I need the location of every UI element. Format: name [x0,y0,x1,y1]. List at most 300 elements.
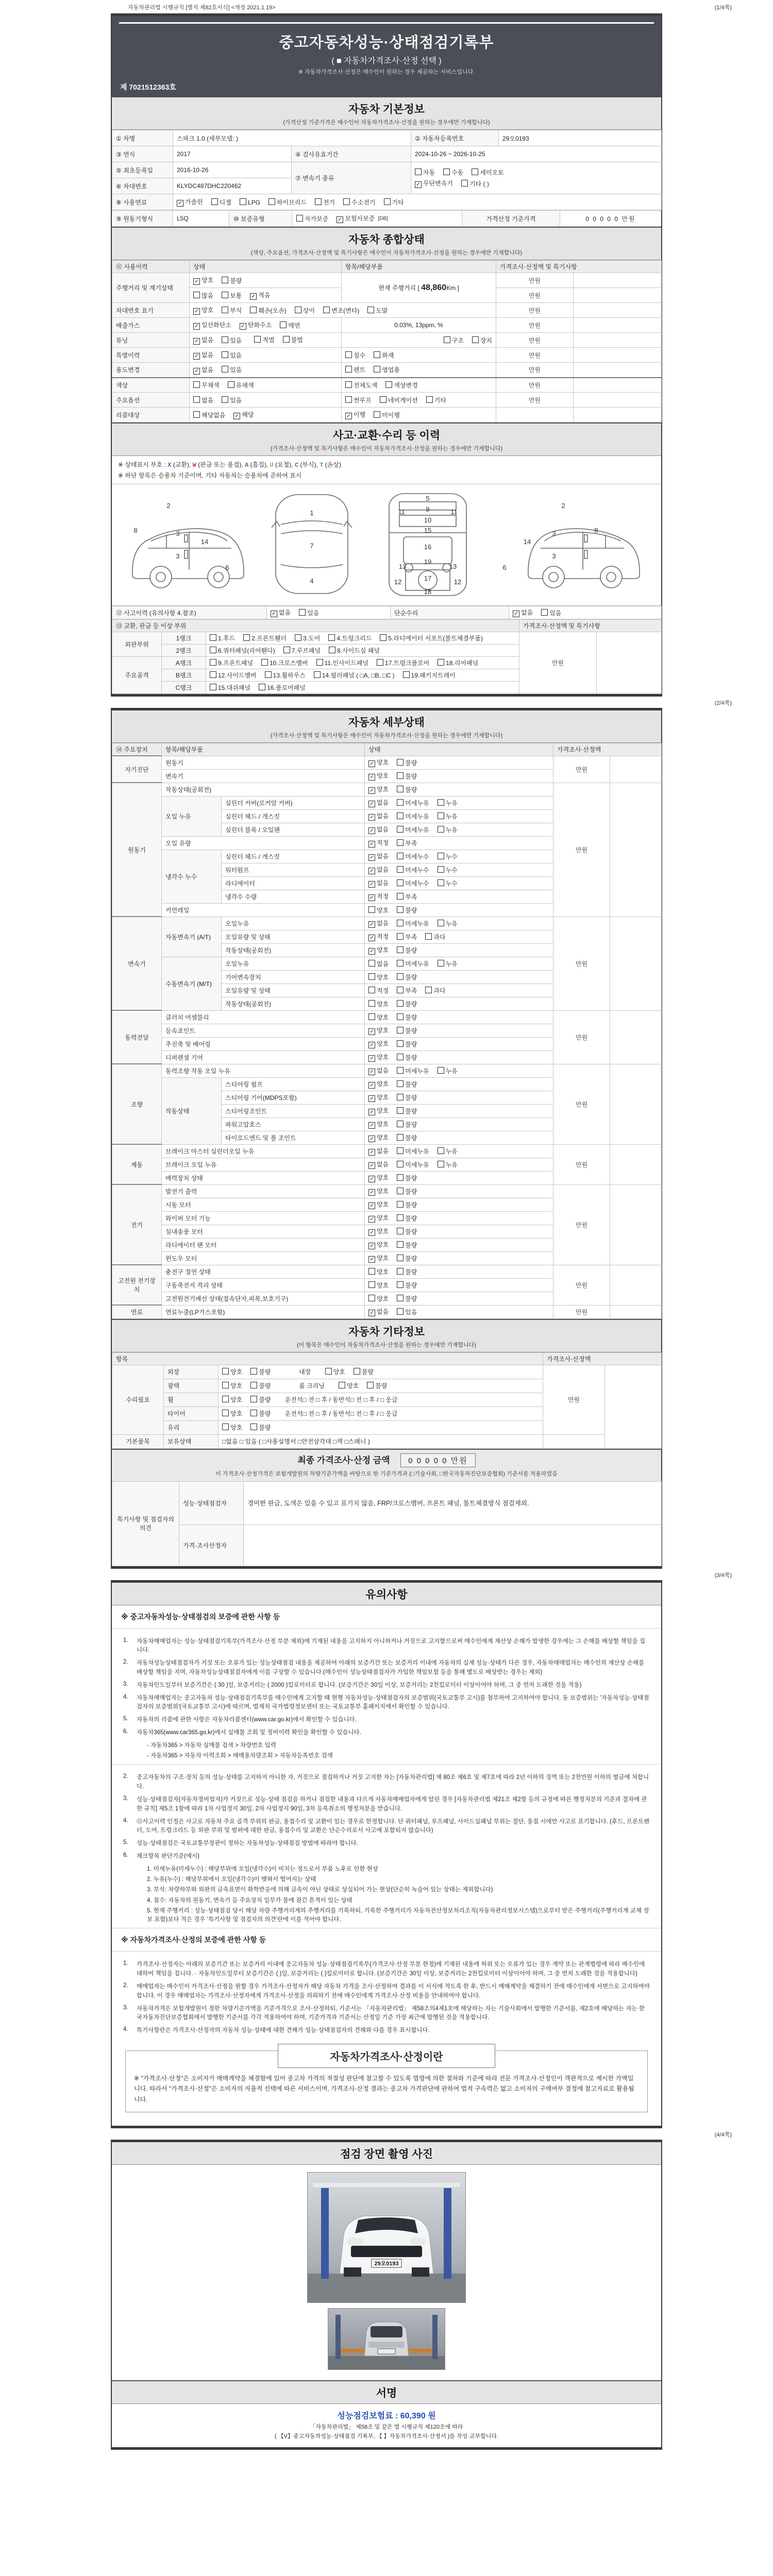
checkbox-option[interactable] [240,320,272,330]
checkbox[interactable] [380,634,386,641]
checkbox[interactable] [250,1423,257,1430]
checkbox-option[interactable] [343,198,375,207]
checkbox[interactable] [397,826,404,833]
checkbox[interactable] [296,215,303,222]
checkbox-option[interactable] [425,933,445,941]
checkbox[interactable] [368,906,375,913]
checkbox[interactable] [368,1013,375,1020]
checkbox-option[interactable] [328,634,372,642]
checkbox[interactable] [438,1161,444,1167]
checkbox-option[interactable] [397,785,417,794]
checkbox[interactable] [397,1281,404,1288]
checkbox[interactable] [397,1107,404,1114]
checkbox-option[interactable] [397,799,429,807]
checkbox[interactable]: ✓ [368,1082,375,1089]
checkbox-option[interactable] [443,168,463,177]
checkbox[interactable] [367,307,374,313]
checkbox[interactable] [397,1255,404,1261]
checkbox[interactable] [444,336,450,343]
checkbox[interactable]: ✓ [368,814,375,821]
checkbox-option[interactable] [345,365,365,374]
checkbox-option[interactable] [397,1013,417,1022]
checkbox-option[interactable] [397,1227,417,1236]
checkbox-option[interactable] [268,198,307,207]
checkbox-option[interactable] [397,959,429,968]
checkbox-option[interactable] [368,771,389,781]
checkbox-option[interactable] [438,1160,458,1169]
checkbox-option[interactable] [368,1039,389,1048]
checkbox-option[interactable] [397,1241,417,1249]
checkbox-option[interactable] [397,999,417,1008]
checkbox-option[interactable] [368,1281,389,1290]
checkbox[interactable]: ✓ [193,368,200,375]
checkbox[interactable] [541,609,548,616]
checkbox[interactable]: ✓ [368,1202,375,1209]
checkbox[interactable]: ✓ [368,774,375,781]
checkbox[interactable] [397,973,404,980]
checkbox[interactable] [385,381,392,388]
checkbox-option[interactable] [438,919,458,928]
checkbox-option[interactable] [397,1147,429,1156]
checkbox-option[interactable] [295,634,320,642]
checkbox[interactable] [314,671,321,678]
checkbox[interactable] [397,1188,404,1194]
checkbox[interactable] [193,411,200,418]
checkbox[interactable] [438,799,444,806]
checkbox[interactable]: ✓ [368,1069,375,1075]
checkbox[interactable]: ✓ [368,1243,375,1249]
checkbox-option[interactable] [415,168,435,177]
checkbox[interactable] [397,1094,404,1100]
checkbox[interactable] [397,987,404,993]
checkbox-option[interactable] [397,1214,417,1223]
checkbox-option[interactable] [444,336,464,345]
checkbox[interactable] [397,906,404,913]
checkbox-option[interactable] [426,396,446,404]
checkbox-option[interactable] [397,772,417,781]
checkbox-option[interactable] [368,1026,389,1035]
checkbox-option[interactable] [222,1409,242,1418]
checkbox[interactable] [193,292,200,298]
checkbox[interactable] [240,198,246,205]
checkbox[interactable] [397,1295,404,1301]
checkbox[interactable] [368,1295,375,1301]
checkbox[interactable] [222,292,228,298]
checkbox[interactable] [315,198,322,205]
checkbox[interactable] [384,198,391,205]
checkbox[interactable] [397,1268,404,1275]
checkbox[interactable]: ✓ [368,881,375,888]
checkbox[interactable]: ✓ [368,854,375,861]
checkbox[interactable]: ✓ [368,827,375,834]
checkbox[interactable] [397,1201,404,1208]
checkbox[interactable]: ✓ [368,1028,375,1035]
checkbox-option[interactable] [345,396,372,404]
checkbox[interactable] [438,879,444,886]
checkbox[interactable] [367,1382,374,1388]
checkbox-option[interactable] [193,381,220,389]
checkbox-option[interactable] [193,411,225,419]
checkbox-option[interactable] [397,1294,417,1303]
checkbox[interactable]: ✓ [368,1109,375,1115]
checkbox[interactable]: ✓ [368,894,375,901]
checkbox[interactable]: ✓ [368,948,375,955]
checkbox-option[interactable] [397,919,429,928]
checkbox-option[interactable] [438,879,458,888]
checkbox-option[interactable] [345,410,365,419]
checkbox[interactable] [461,180,468,187]
checkbox-option[interactable] [397,1066,429,1075]
checkbox-option[interactable] [368,986,389,995]
checkbox-option[interactable] [368,973,389,981]
checkbox-option[interactable] [368,1133,389,1142]
checkbox[interactable] [438,866,444,873]
checkbox-option[interactable] [254,335,274,344]
checkbox[interactable] [397,933,404,940]
checkbox-option[interactable] [210,658,253,667]
checkbox-option[interactable] [385,381,417,389]
checkbox[interactable] [374,351,380,358]
checkbox[interactable]: ✓ [368,1055,375,1062]
checkbox-option[interactable] [368,1240,389,1249]
checkbox[interactable] [403,671,410,678]
checkbox-option[interactable] [295,306,315,315]
checkbox[interactable] [472,168,478,175]
checkbox-option[interactable] [329,646,380,655]
checkbox-option[interactable] [243,634,287,642]
checkbox-option[interactable] [368,1294,389,1303]
checkbox-option[interactable] [438,959,458,968]
checkbox[interactable] [397,866,404,873]
checkbox[interactable] [397,799,404,806]
checkbox-option[interactable] [193,335,213,345]
checkbox[interactable] [397,1040,404,1047]
checkbox-option[interactable] [438,866,458,874]
checkbox[interactable]: ✓ [415,181,422,188]
checkbox[interactable] [193,381,200,388]
checkbox-option[interactable] [368,1253,389,1263]
checkbox-option[interactable] [222,291,242,300]
checkbox[interactable] [397,1134,404,1141]
checkbox[interactable] [250,307,257,313]
checkbox[interactable] [368,973,375,980]
checkbox[interactable] [222,366,228,372]
checkbox[interactable] [397,853,404,859]
checkbox[interactable]: ✓ [193,338,200,345]
checkbox[interactable]: ✓ [193,353,200,360]
checkbox[interactable] [222,336,228,343]
checkbox-option[interactable] [397,839,417,848]
checkbox-option[interactable] [397,812,429,821]
checkbox-option[interactable] [397,852,429,861]
checkbox-option[interactable] [397,879,429,888]
checkbox[interactable] [397,879,404,886]
checkbox[interactable]: ✓ [368,1229,375,1236]
checkbox-option[interactable] [397,1308,417,1316]
checkbox-option[interactable] [368,892,389,901]
checkbox-option[interactable] [368,1146,389,1156]
checkbox-option[interactable] [368,1187,389,1196]
checkbox-option[interactable] [228,381,254,389]
checkbox[interactable]: ✓ [368,841,375,848]
checkbox-option[interactable] [368,1079,389,1089]
checkbox[interactable] [323,307,330,313]
checkbox[interactable]: ✓ [337,216,343,223]
checkbox[interactable]: ✓ [177,200,183,207]
checkbox-option[interactable] [193,291,213,300]
checkbox-option[interactable] [339,1381,359,1390]
checkbox-option[interactable] [368,1307,389,1316]
checkbox-option[interactable] [325,1367,345,1376]
checkbox-option[interactable] [271,608,291,617]
checkbox-option[interactable] [368,785,389,794]
checkbox-option[interactable] [397,986,417,995]
checkbox[interactable]: ✓ [368,868,375,874]
checkbox[interactable] [299,609,306,616]
checkbox[interactable] [438,853,444,859]
checkbox-option[interactable] [210,671,257,680]
checkbox[interactable]: ✓ [250,293,257,300]
checkbox-option[interactable] [438,812,458,821]
checkbox-option[interactable] [337,214,375,223]
checkbox-option[interactable] [377,658,429,667]
checkbox-option[interactable] [368,1227,389,1236]
checkbox[interactable] [397,1054,404,1060]
checkbox[interactable] [295,634,301,641]
checkbox[interactable] [261,659,268,666]
checkbox-option[interactable] [314,671,395,680]
checkbox[interactable] [397,759,404,766]
checkbox-option[interactable] [397,946,417,955]
checkbox[interactable] [397,920,404,926]
checkbox[interactable] [343,198,350,205]
checkbox[interactable] [368,1268,375,1275]
checkbox-option[interactable] [368,1066,389,1075]
checkbox-option[interactable] [368,999,389,1008]
checkbox[interactable] [425,933,432,940]
checkbox-option[interactable] [222,306,242,315]
checkbox-option[interactable] [250,291,270,300]
checkbox-option[interactable] [323,306,359,315]
checkbox-option[interactable] [368,1160,389,1169]
checkbox[interactable] [280,321,287,328]
checkbox[interactable] [438,960,444,967]
checkbox-option[interactable] [397,1053,417,1062]
checkbox[interactable] [397,893,404,900]
checkbox[interactable] [345,396,352,403]
checkbox-option[interactable] [193,276,213,285]
checkbox[interactable] [222,1410,229,1416]
checkbox[interactable] [250,1410,257,1416]
checkbox-option[interactable] [222,1423,242,1432]
checkbox[interactable] [210,671,216,678]
checkbox[interactable]: ✓ [368,1216,375,1223]
checkbox[interactable]: ✓ [368,1095,375,1102]
checkbox[interactable] [397,1161,404,1167]
checkbox-option[interactable] [283,335,303,344]
checkbox[interactable] [415,168,422,175]
checkbox[interactable] [222,1382,229,1388]
checkbox-option[interactable] [250,1409,271,1418]
checkbox-option[interactable] [193,396,213,404]
checkbox[interactable] [438,920,444,926]
checkbox-option[interactable] [438,1066,458,1075]
checkbox[interactable] [211,198,218,205]
checkbox[interactable] [380,396,386,403]
checkbox-option[interactable] [397,1254,417,1263]
checkbox-option[interactable] [397,1120,417,1129]
checkbox[interactable] [329,647,335,653]
checkbox-option[interactable] [354,1367,374,1376]
checkbox-option[interactable] [513,608,533,617]
checkbox[interactable] [397,1027,404,1033]
checkbox-option[interactable] [222,1367,242,1376]
checkbox-option[interactable] [397,906,417,914]
checkbox[interactable] [210,634,216,641]
checkbox-option[interactable] [397,973,417,981]
checkbox[interactable] [210,647,216,653]
checkbox[interactable] [472,336,479,343]
checkbox-option[interactable] [368,865,389,874]
checkbox-option[interactable] [397,758,417,767]
checkbox[interactable]: ✓ [368,760,375,767]
checkbox-option[interactable] [210,634,235,642]
checkbox-option[interactable] [438,1147,458,1156]
checkbox-option[interactable] [397,1160,429,1169]
checkbox[interactable] [397,1308,404,1315]
checkbox-option[interactable] [177,197,203,207]
checkbox[interactable] [425,987,432,993]
checkbox-option[interactable] [210,646,275,655]
checkbox[interactable] [374,366,380,372]
checkbox[interactable]: ✓ [368,1122,375,1129]
checkbox[interactable] [345,351,352,358]
checkbox[interactable] [397,960,404,967]
checkbox[interactable] [374,411,380,418]
checkbox[interactable] [438,826,444,833]
checkbox-option[interactable] [368,1013,389,1022]
checkbox-option[interactable] [438,658,478,667]
checkbox[interactable]: ✓ [240,323,246,330]
checkbox-option[interactable] [472,168,503,177]
checkbox[interactable] [259,684,265,690]
checkbox-option[interactable] [296,214,328,223]
checkbox-option[interactable] [240,198,260,206]
checkbox-option[interactable] [222,396,242,404]
checkbox-option[interactable] [438,825,458,834]
checkbox[interactable] [345,381,352,388]
checkbox[interactable] [222,277,228,283]
checkbox-option[interactable] [368,825,389,834]
checkbox-option[interactable] [193,320,231,330]
checkbox[interactable] [368,987,375,993]
checkbox[interactable] [228,381,234,388]
checkbox-option[interactable] [368,758,389,767]
checkbox-option[interactable] [368,798,389,807]
checkbox[interactable]: ✓ [193,308,200,315]
checkbox-option[interactable] [397,1133,417,1142]
checkbox[interactable] [368,960,375,967]
checkbox[interactable]: ✓ [513,611,519,617]
checkbox-option[interactable] [259,683,306,692]
checkbox-option[interactable] [438,799,458,807]
checkbox-option[interactable] [368,1106,389,1115]
checkbox-option[interactable] [397,1200,417,1209]
checkbox-option[interactable] [438,852,458,861]
checkbox[interactable]: ✓ [193,278,200,285]
checkbox[interactable]: ✓ [345,413,352,419]
checkbox[interactable] [339,1382,345,1388]
checkbox[interactable]: ✓ [368,1149,375,1156]
checkbox-option[interactable] [368,1093,389,1102]
checkbox[interactable]: ✓ [233,413,240,419]
checkbox[interactable]: ✓ [368,1042,375,1048]
checkbox[interactable] [325,1368,332,1375]
checkbox-option[interactable] [367,306,388,315]
checkbox-option[interactable] [397,892,417,901]
checkbox-option[interactable] [368,959,389,968]
checkbox-option[interactable] [397,1040,417,1048]
checkbox[interactable] [397,1000,404,1007]
checkbox[interactable] [222,1368,229,1375]
checkbox[interactable] [397,1228,404,1234]
checkbox[interactable] [438,812,444,819]
checkbox-option[interactable] [397,1026,417,1035]
checkbox-option[interactable] [368,1173,389,1182]
checkbox[interactable]: ✓ [271,611,277,617]
checkbox-option[interactable] [368,919,389,928]
checkbox-option[interactable] [250,1395,271,1404]
checkbox[interactable] [283,336,290,343]
checkbox[interactable] [243,634,250,641]
checkbox-option[interactable] [368,1213,389,1223]
checkbox-option[interactable] [384,198,404,207]
checkbox-option[interactable] [397,933,417,941]
checkbox-option[interactable] [368,932,389,941]
checkbox[interactable]: ✓ [193,323,200,330]
checkbox-option[interactable] [380,396,418,404]
checkbox-option[interactable] [397,1174,417,1182]
checkbox-option[interactable] [368,838,389,848]
checkbox-option[interactable] [283,646,321,655]
checkbox-option[interactable] [193,365,213,375]
checkbox-option[interactable] [397,1107,417,1115]
checkbox[interactable] [345,366,352,372]
checkbox-option[interactable] [222,276,242,285]
checkbox[interactable] [426,396,433,403]
checkbox[interactable] [368,1281,375,1288]
checkbox-option[interactable] [461,179,489,188]
checkbox[interactable] [283,647,290,653]
checkbox[interactable] [295,307,301,313]
checkbox[interactable] [397,1013,404,1020]
checkbox[interactable] [250,1368,257,1375]
checkbox[interactable] [397,1174,404,1181]
checkbox-option[interactable] [397,1281,417,1290]
checkbox-option[interactable] [210,683,250,692]
checkbox-option[interactable] [397,1187,417,1196]
checkbox-option[interactable] [380,634,483,642]
checkbox-option[interactable] [250,1381,271,1390]
checkbox-option[interactable] [403,671,456,680]
checkbox-option[interactable] [222,1381,242,1390]
checkbox[interactable] [377,659,383,666]
checkbox[interactable] [397,786,404,792]
checkbox-option[interactable] [425,986,445,995]
checkbox[interactable] [328,634,335,641]
checkbox-option[interactable] [233,410,254,419]
checkbox-option[interactable] [415,179,453,188]
